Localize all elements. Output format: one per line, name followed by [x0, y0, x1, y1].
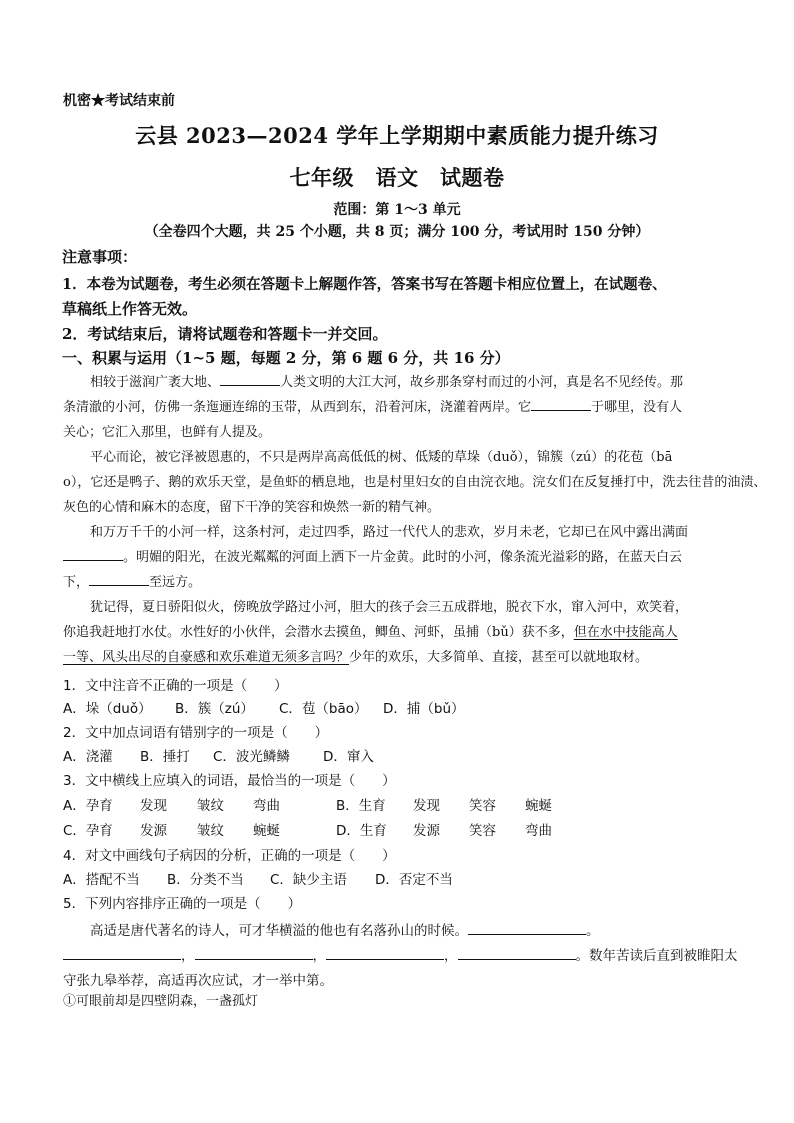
option-c: C．苞（bāo）	[279, 701, 368, 717]
fill-blank-2	[531, 396, 591, 411]
passage-line: 条清澈的小河，仿佛一条迤逦连绵的玉带，从西到东，沿着河床，浇灌着两岸。它 于哪里，没有人	[63, 396, 682, 420]
option-c: C．缺少主语	[270, 872, 347, 888]
fill-blank-6	[63, 945, 181, 960]
confidential-label: 机密★考试结束前	[63, 93, 175, 109]
notes-heading: 注意事项：	[62, 248, 138, 266]
question-5-item-1: ①可眼前却是四壁阴森，一盏孤灯	[63, 994, 259, 1009]
option-d: D．捕（bǔ）	[383, 701, 465, 717]
passage-line: 下， 至远方。	[63, 571, 201, 595]
fill-blank-4	[89, 571, 149, 586]
passage-line: 你追我赶地打水仗。水性好的小伙伴，会潜水去摸鱼，鲫鱼、河虾，虽捕（bǔ）获不多，但在水中技能高人	[63, 625, 678, 640]
underlined-sentence: 但在水中技能高人	[573, 625, 678, 640]
question-1-options	[63, 697, 465, 717]
question-1: 1．文中注音不正确的一项是（ ）	[63, 678, 288, 694]
section-1-heading: 一、积累与运用（1~5 题，每题 2 分，第 6 题 6 分，共 16 分）	[62, 349, 510, 367]
question-3-options-row-2: C．孕育 发源 皱纹 蜿蜒 D．生育 发源 笑容 弯曲	[63, 819, 552, 839]
passage-line: 。明媚的阳光，在波光粼粼的河面上洒下一片金黄。此时的小河，像条流光溢彩的路，在蓝天白云	[63, 546, 682, 570]
option-d: D．窜入	[323, 749, 374, 765]
option-b: B．分类不当	[167, 872, 244, 888]
option-d: D．否定不当	[375, 872, 453, 888]
passage-line: 相较于滋润广袤大地、 人类文明的大江大河，故乡那条穿村而过的小河，真是名不见经传。那	[90, 371, 683, 395]
passage-line: o），它还是鸭子、鹅的欢乐天堂，是鱼虾的栖息地，也是村里妇女的自由浣衣地。浣女们在反复捶打中，洗去往昔的油渍、	[63, 475, 767, 490]
passage-line: 和万万千千的小河一样，这条村河，走过四季，路过一代代人的悲欢，岁月未老，它却已在风中露出满面	[90, 525, 689, 540]
question-2: 2．文中加点词语有错别字的一项是（ ）	[63, 725, 329, 741]
option-d: D．生育	[336, 823, 387, 839]
notes-item-1: 1．本卷为试题卷，考生必须在答题卡上解题作答，答案书写在答题卡相应位置上，在试题卷、	[62, 276, 667, 293]
notes-item-2: 2．考试结束后，请将试题卷和答题卡一并交回。	[62, 325, 388, 343]
exam-title: 云县 2023—2024 学年上学期期中素质能力提升练习	[135, 123, 659, 148]
fill-blank-1	[220, 371, 280, 386]
option-b: B．捶打	[140, 749, 190, 765]
option-c: C．孕育	[63, 823, 113, 839]
exam-range: 范围：第 1～3 单元	[333, 202, 461, 218]
question-5-context: 高适是唐代著名的诗人，可才华横溢的他也有名落孙山的时候。 。	[90, 919, 600, 939]
option-a: A．孕育	[63, 798, 113, 814]
underlined-sentence: 一等、风头出尽的自豪感和欢乐难道无须多言吗？	[63, 650, 350, 665]
passage-line: 平心而论，被它泽被恩惠的，不只是两岸高高低低的树、低矮的草垛（duǒ），锦簇（zú）的花苞（bā	[90, 450, 673, 465]
question-4-options	[63, 868, 453, 888]
question-3-options-row-1: A．孕育 发现 皱纹 弯曲 B．生育 发现 笑容 蜿蜒	[63, 794, 552, 814]
passage-line: 犹记得，夏日骄阳似火，傍晚放学路过小河，胆大的孩子会三五成群地，脱衣下水，窜入河中，欢笑着，	[90, 600, 689, 615]
question-5: 5．下列内容排序正确的一项是（ ）	[63, 896, 302, 912]
fill-blank-5	[468, 920, 586, 935]
exam-info: （全卷四个大题，共 25 个小题，共 8 页；满分 100 分，考试用时 150 分钟）	[144, 224, 650, 240]
option-b: B．生育	[336, 798, 386, 814]
option-b: B．簇（zú）	[175, 701, 254, 717]
exam-subtitle: 七年级 语文 试题卷	[289, 165, 505, 190]
option-c: C．波光鳞鳞	[213, 749, 290, 765]
question-2-options	[63, 745, 374, 765]
question-5-context: ， ， ， 。数年苦读后直到被睢阳太	[63, 944, 738, 964]
fill-blank-9	[458, 945, 576, 960]
question-3: 3．文中横线上应填入的词语，最恰当的一项是（ ）	[63, 773, 396, 789]
passage-line: 一等、风头出尽的自豪感和欢乐难道无须多言吗？少年的欢乐，大多简单、直接，甚至可以就地取材。	[63, 650, 649, 665]
option-a: A．浇灌	[63, 749, 113, 765]
question-5-context: 守张九皋举荐，高适再次应试，才一举中第。	[63, 973, 333, 989]
notes-item-1-cont: 草稿纸上作答无效。	[62, 300, 198, 318]
option-a: A．搭配不当	[63, 872, 140, 888]
passage-line: 关心；它汇入那里，也鲜有人提及。	[63, 425, 272, 440]
option-a: A．垛（duǒ）	[63, 701, 152, 717]
fill-blank-3	[63, 546, 123, 561]
fill-blank-8	[326, 945, 444, 960]
question-4: 4．对文中画线句子病因的分析，正确的一项是（ ）	[63, 848, 396, 864]
fill-blank-7	[195, 945, 313, 960]
passage-line: 灰色的心情和麻木的态度，留下干净的笑容和焕然一新的精气神。	[63, 500, 441, 515]
